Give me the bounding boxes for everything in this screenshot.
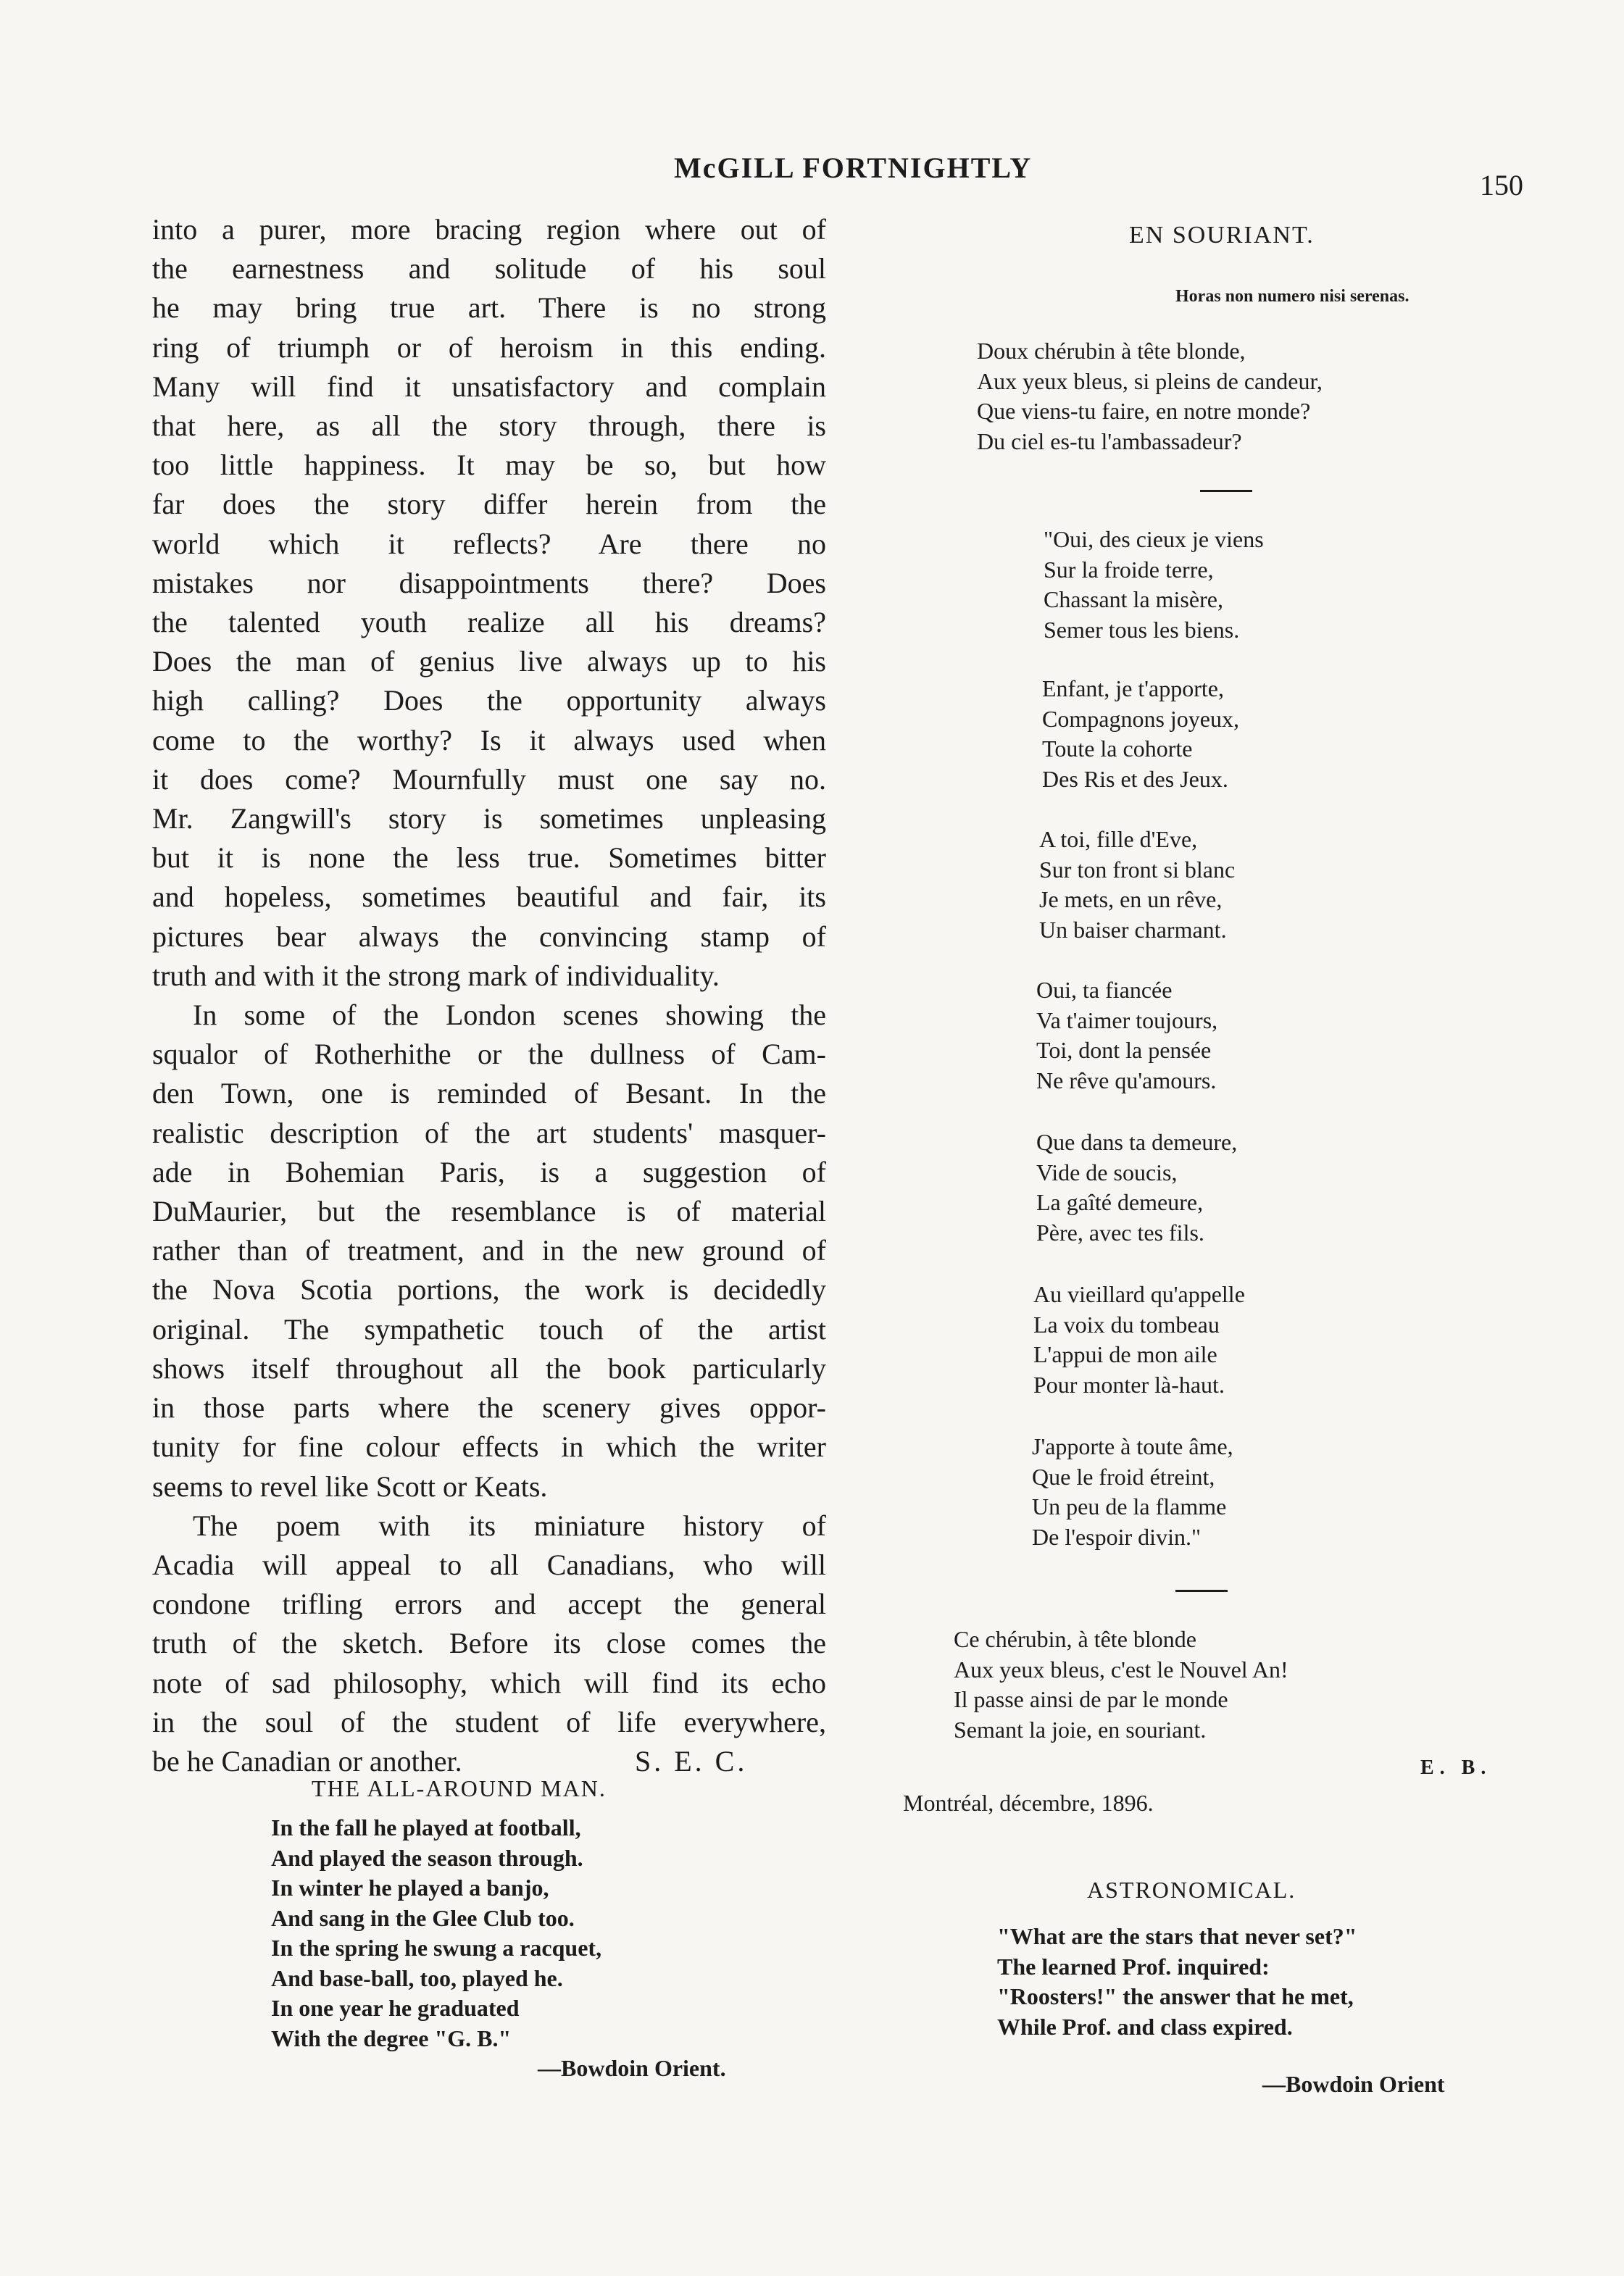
poem-line: Ce chérubin, à tête blonde — [954, 1626, 1196, 1652]
review-text — [152, 210, 826, 1781]
poem-line: Un baiser charmant. — [1039, 916, 1227, 943]
poem-line: Je mets, en un rêve, — [1039, 886, 1223, 912]
text-line: into a purer, more bracing region where out of — [152, 213, 826, 246]
poem-line: La voix du tombeau — [1033, 1311, 1220, 1338]
poem-line: Au vieillard qu'appelle — [1033, 1281, 1245, 1307]
divider-rule — [1175, 1590, 1228, 1592]
text-line: in those parts where the scenery gives oppor- — [152, 1391, 826, 1425]
text-line: the Nova Scotia portions, the work is decidedly — [152, 1273, 826, 1306]
poem-line: "Roosters!" the answer that he met, — [997, 1983, 1354, 2009]
poem-line: In the fall he played at football, — [271, 1814, 581, 1841]
poem-line: Toute la cohorte — [1042, 735, 1193, 762]
text-line: that here, as all the story through, there is — [152, 409, 826, 443]
stanza — [1036, 1127, 1237, 1248]
text-line: in the soul of the student of life everywhere, — [152, 1705, 826, 1738]
poem-line: Doux chérubin à tête blonde, — [977, 338, 1246, 364]
poem-line: Va t'aimer toujours, — [1036, 1006, 1218, 1033]
paragraph-1 — [152, 210, 826, 996]
poem-line: A toi, fille d'Eve, — [1039, 826, 1198, 852]
poem-line: Vide de soucis, — [1036, 1159, 1178, 1185]
text-line: far does the story differ herein from the — [152, 488, 826, 521]
poem-line: Enfant, je t'apporte, — [1042, 675, 1224, 701]
text-line: Does the man of genius live always up to his — [152, 645, 826, 678]
poem-line: De l'espoir divin." — [1032, 1523, 1202, 1550]
text-line: high calling? Does the opportunity always — [152, 684, 826, 717]
poem-line: Semer tous les biens. — [1044, 616, 1240, 643]
text-line: squalor of Rotherhithe or the dullness of Cam- — [152, 1038, 826, 1071]
text-line: too little happiness. It may be so, but how — [152, 449, 826, 482]
stanza — [1036, 975, 1217, 1096]
poem-line: Aux yeux bleus, c'est le Nouvel An! — [954, 1656, 1288, 1683]
text-line: den Town, one is reminded of Besant. In the — [152, 1077, 826, 1110]
stanza — [1032, 1432, 1233, 1552]
text-line: the talented youth realize all his dreams? — [152, 606, 826, 639]
stanza-close — [954, 1625, 1288, 1745]
poem-line: Il passe ainsi de par le monde — [954, 1686, 1228, 1712]
text-line: The poem with its miniature history of — [193, 1509, 826, 1542]
poem-line: Sur la froide terre, — [1044, 556, 1214, 583]
journal-title: McGILL FORTNIGHTLY — [674, 151, 1033, 184]
text-line: Acadia will appeal to all Canadians, who will — [152, 1548, 826, 1581]
poem-line: And base-ball, too, played he. — [271, 1964, 563, 1991]
poem-line: Aux yeux bleus, si pleins de candeur, — [977, 367, 1323, 394]
poem-line: J'apporte à toute âme, — [1032, 1433, 1233, 1459]
poem-title: ASTRONOMICAL. — [1087, 1877, 1296, 1903]
poem-line: Père, avec tes fils. — [1036, 1219, 1204, 1246]
poem-line: Oui, ta fiancée — [1036, 977, 1173, 1003]
poem-line: Chassant la misère, — [1044, 586, 1223, 612]
epigraph: Horas non numero nisi serenas. — [1175, 287, 1409, 306]
text-line: rather than of treatment, and in the new ground of — [152, 1234, 826, 1267]
text-line: truth and with it the strong mark of individuality. — [152, 959, 720, 992]
text-line: he may bring true art. There is no strong — [152, 291, 826, 325]
stanza — [1042, 674, 1239, 794]
poem-line: Que le froid étreint, — [1032, 1463, 1215, 1490]
poem-line: The learned Prof. inquired: — [997, 1953, 1270, 1980]
text-line: mistakes nor disappointments there? Does — [152, 566, 826, 599]
poem-title: THE ALL-AROUND MAN. — [312, 1775, 607, 1801]
poem-line: Semant la joie, en souriant. — [954, 1716, 1207, 1743]
text-line: pictures bear always the convincing stamp of — [152, 920, 826, 953]
text-line: Mr. Zangwill's story is sometimes unpleasing — [152, 802, 826, 835]
stanza — [1039, 825, 1235, 945]
paragraph-2 — [152, 996, 826, 1506]
poem-line: And sang in the Glee Club too. — [271, 1904, 575, 1931]
text-line: DuMaurier, but the resemblance is of material — [152, 1195, 826, 1228]
stanza — [1033, 1280, 1245, 1400]
text-line: and hopeless, sometimes beautiful and fair, its — [152, 880, 826, 914]
dateline: Montréal, décembre, 1896. — [903, 1790, 1154, 1816]
poem-line: And played the season through. — [271, 1844, 583, 1871]
poem-line: Compagnons joyeux, — [1042, 705, 1239, 732]
text-line: note of sad philosophy, which will find its echo — [152, 1666, 826, 1699]
poem-line: Sur ton front si blanc — [1039, 856, 1236, 883]
stanza-intro — [977, 336, 1323, 457]
poem-line: L'appui de mon aile — [1033, 1341, 1217, 1367]
poem-attribution: —Bowdoin Orient — [1262, 2071, 1445, 2097]
text-line: world which it reflects? Are there no — [152, 527, 826, 560]
text-line: but it is none the less true. Sometimes bitter — [152, 841, 826, 875]
poem-line: Ne rêve qu'amours. — [1036, 1067, 1217, 1093]
poem-line: Un peu de la flamme — [1032, 1493, 1227, 1520]
text-line: come to the worthy? Is it always used when — [152, 723, 826, 756]
poem-line: While Prof. and class expired. — [997, 2013, 1293, 2040]
paragraph-3 — [152, 1506, 826, 1781]
poem-line: In one year he graduated — [271, 1995, 520, 2021]
page-number: 150 — [1480, 169, 1523, 201]
poem-all-around-man — [271, 1813, 601, 2054]
poem-line: Que dans ta demeure, — [1036, 1129, 1238, 1155]
poem-line: La gaîté demeure, — [1036, 1189, 1204, 1215]
text-line: original. The sympathetic touch of the artist — [152, 1312, 826, 1346]
poem-line: "What are the stars that never set?" — [997, 1923, 1357, 1949]
poem-title: EN SOURIANT. — [1129, 222, 1315, 249]
text-line: ade in Bohemian Paris, is a suggestion of — [152, 1155, 826, 1188]
poem-signature: E. B. — [1420, 1756, 1492, 1779]
text-line: shows itself throughout all the book particularly — [152, 1351, 826, 1385]
poem-line: Du ciel es-tu l'ambassadeur? — [977, 428, 1242, 454]
review-signature: S. E. C. — [635, 1744, 748, 1777]
poem-line: Toi, dont la pensée — [1036, 1037, 1212, 1063]
text-line: Many will find it unsatisfactory and complain — [152, 370, 826, 403]
text-line: tunity for fine colour effects in which the writer — [152, 1430, 826, 1464]
stanza — [1044, 525, 1264, 645]
poem-line: Pour monter là-haut. — [1033, 1371, 1225, 1398]
poem-line: With the degree "G. B." — [271, 2025, 512, 2051]
poem-attribution: —Bowdoin Orient. — [538, 2055, 726, 2081]
poem-line: Des Ris et des Jeux. — [1042, 765, 1228, 792]
text-line: truth of the sketch. Before its close comes the — [152, 1627, 826, 1660]
text-line: realistic description of the art students' masquer- — [152, 1116, 826, 1149]
poem-line: In the spring he swung a racquet, — [271, 1935, 602, 1961]
poem-line: In winter he played a banjo, — [271, 1875, 549, 1901]
text-line-content: be he Canadian or another. — [152, 1744, 462, 1777]
text-line: the earnestness and solitude of his soul — [152, 252, 826, 285]
poem-astronomical — [997, 1922, 1357, 2042]
poem-line: Que viens-tu faire, en notre monde? — [977, 398, 1311, 424]
text-line: seems to revel like Scott or Keats. — [152, 1470, 548, 1503]
text-line: In some of the London scenes showing the — [193, 999, 826, 1032]
divider-rule — [1200, 490, 1252, 492]
text-line: ring of triumph or of heroism in this ending. — [152, 330, 826, 364]
text-line: it does come? Mournfully must one say no. — [152, 762, 826, 796]
text-line: condone trifling errors and accept the general — [152, 1588, 826, 1621]
poem-line: "Oui, des cieux je viens — [1044, 526, 1264, 552]
